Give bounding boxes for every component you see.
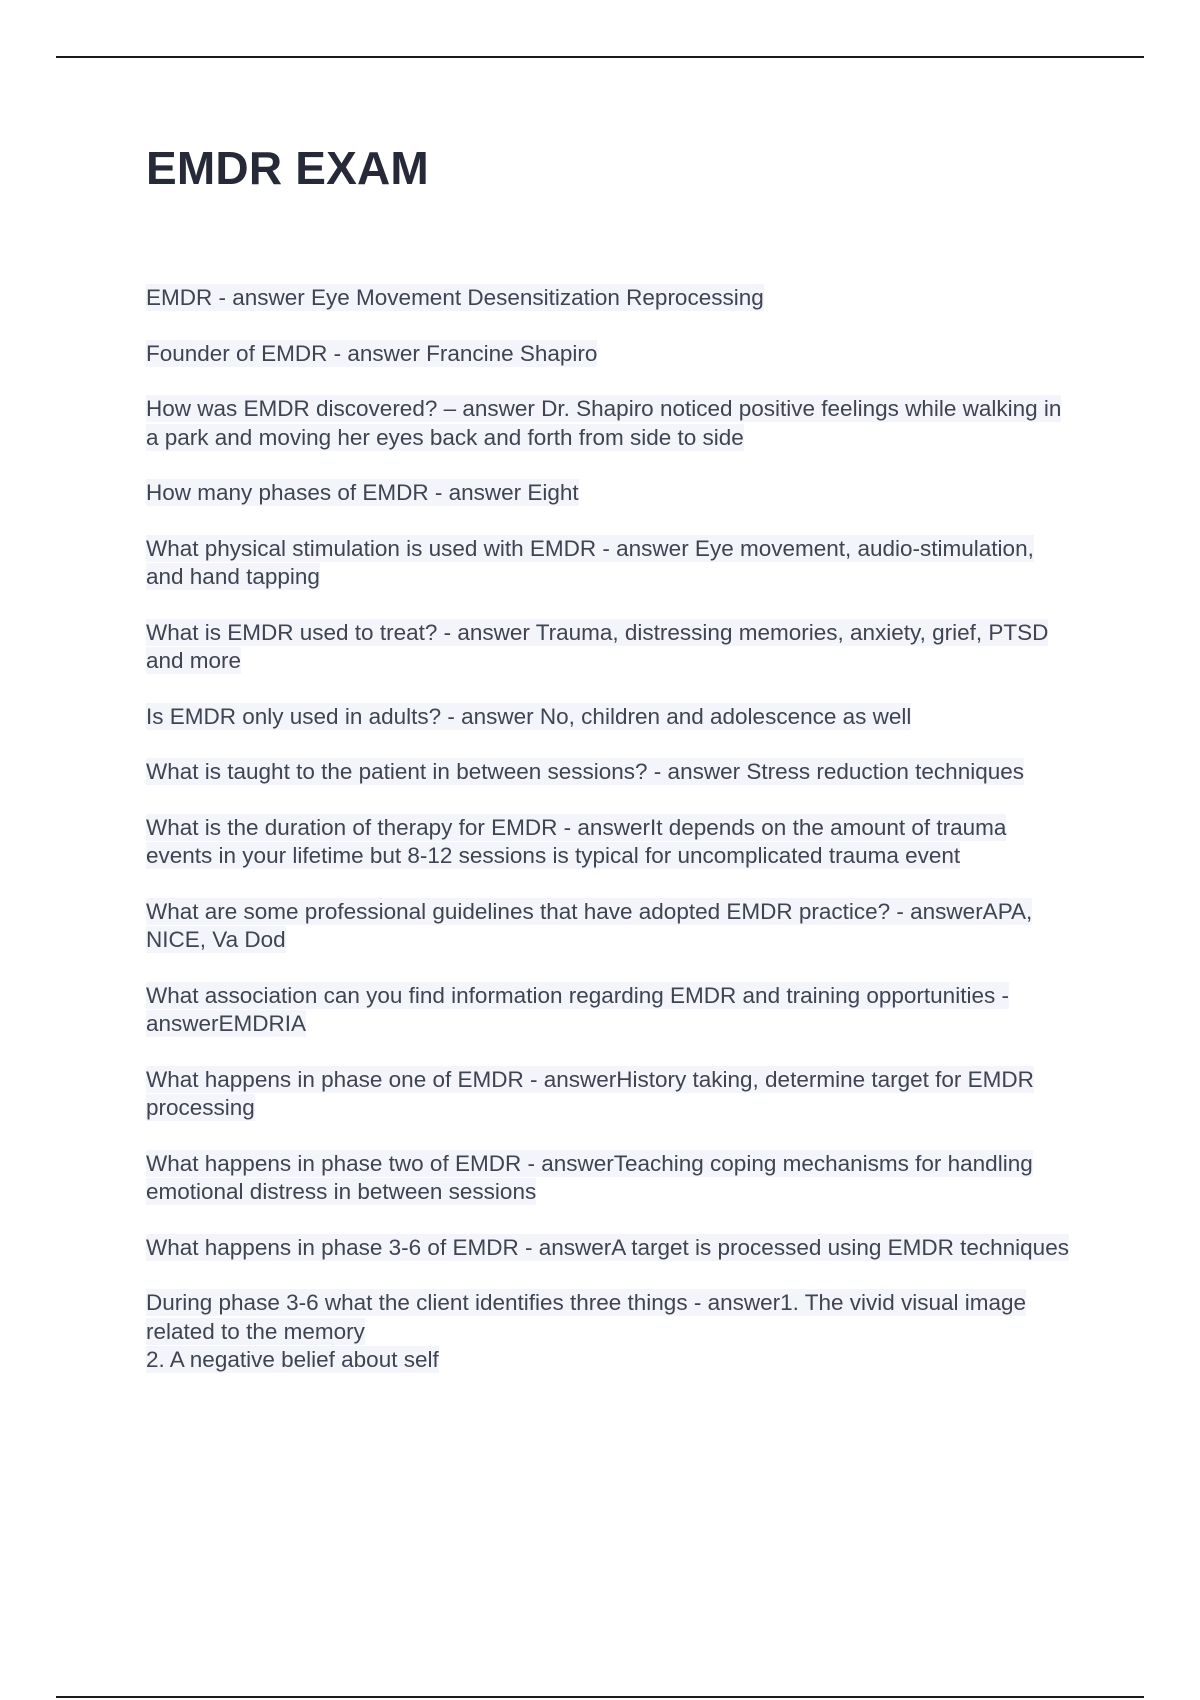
qa-text: What are some professional guidelines that have adopted EMDR practice? - answerAPA, NICE, Va Dod	[146, 898, 1033, 952]
qa-item	[146, 1066, 1076, 1123]
qa-item	[146, 758, 1076, 787]
document-title: EMDR EXAM	[146, 142, 429, 194]
qa-text: What happens in phase one of EMDR - answerHistory taking, determine target for EMDR processing	[146, 1066, 1034, 1120]
qa-item	[146, 703, 1076, 732]
qa-text: What physical stimulation is used with EMDR - answer Eye movement, audio-stimulation, and hand tapping	[146, 535, 1034, 589]
qa-item	[146, 1289, 1076, 1375]
top-rule	[56, 56, 1144, 58]
qa-text: How was EMDR discovered? – answer Dr. Shapiro noticed positive feelings while walking in a park and moving her eyes back and forth from side to side	[146, 396, 1062, 450]
qa-item	[146, 1234, 1076, 1263]
qa-text: What happens in phase 3-6 of EMDR - answerA target is processed using EMDR techniques	[146, 1234, 1069, 1260]
qa-item	[146, 535, 1076, 592]
qa-item	[146, 479, 1076, 508]
qa-text: Is EMDR only used in adults? - answer No, children and adolescence as well	[146, 703, 912, 729]
qa-text: What happens in phase two of EMDR - answerTeaching coping mechanisms for handling emotional distress in between sessions	[146, 1150, 1033, 1204]
qa-item	[146, 982, 1076, 1039]
qa-item	[146, 1150, 1076, 1207]
qa-item	[146, 395, 1076, 452]
qa-text: How many phases of EMDR - answer Eight	[146, 480, 579, 505]
qa-list	[146, 284, 1076, 1402]
qa-item	[146, 340, 1076, 369]
qa-item	[146, 619, 1076, 676]
qa-text: What is the duration of therapy for EMDR - answerIt depends on the amount of trauma events in your lifetime but 8-12 sessions is typical for uncomplicated trauma event	[146, 814, 1007, 868]
bottom-rule	[56, 1696, 1144, 1698]
qa-text: What is taught to the patient in between sessions? - answer Stress reduction techniques	[146, 759, 1024, 784]
qa-text: EMDR - answer Eye Movement Desensitization Reprocessing	[146, 285, 764, 310]
qa-text: What association can you find information regarding EMDR and training opportunities - answerEMDRIA	[146, 982, 1009, 1036]
qa-text: What is EMDR used to treat? - answer Trauma, distressing memories, anxiety, grief, PTSD and more	[146, 619, 1049, 673]
qa-text: Founder of EMDR - answer Francine Shapiro	[146, 340, 598, 366]
qa-item	[146, 898, 1076, 955]
qa-item	[146, 284, 1076, 313]
qa-text: During phase 3-6 what the client identifies three things - answer1. The vivid visual image related to the memory	[146, 1290, 1027, 1344]
qa-text-continued: 2. A negative belief about self	[146, 1347, 439, 1372]
qa-item	[146, 814, 1076, 871]
